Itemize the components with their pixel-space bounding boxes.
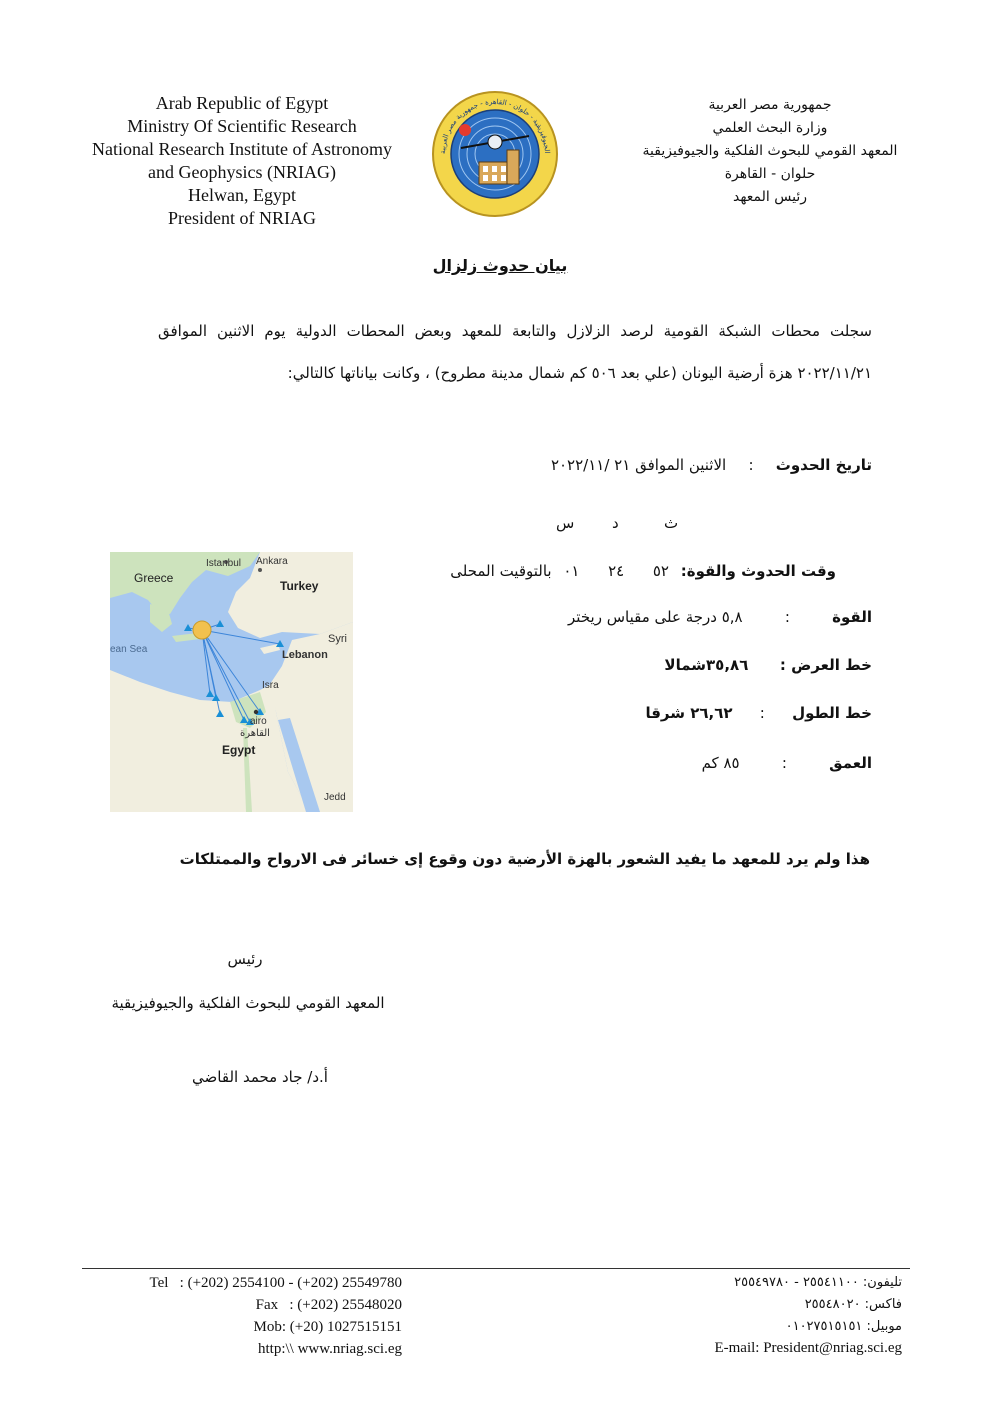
signature-institute: المعهد القومي للبحوث الفلكية والجيوفيزيقية [111, 994, 385, 1012]
nriag-seal [431, 90, 559, 218]
map-label-sea: ean Sea [110, 644, 148, 655]
map-label-turkey: Turkey [280, 579, 319, 593]
footer-tel: Tel : (+202) 2554100 - (+202) 25549780 [149, 1275, 402, 1291]
date-colon: : [748, 456, 754, 474]
time-unit-hours: س [556, 514, 575, 532]
depth-label: العمق [829, 754, 872, 772]
document-title: بيان حدوث زلزال [432, 256, 568, 275]
depth-colon: : [781, 754, 787, 772]
map-label-jeddah: Jedd [324, 792, 346, 803]
time-row [450, 562, 836, 580]
notice-text: هذا ولم يرد للمعهد ما يفيد الشعور بالهزة الأرضية دون وقوع إى خسائر فى الارواح والممتلكات [179, 850, 870, 868]
time-hours: ٠١ [563, 562, 580, 580]
time-minutes: ٢٤ [608, 562, 625, 580]
longitude-row [645, 704, 872, 722]
footer-ar-tel: تليفون: ٢٥٥٤١١٠٠ - ٢٥٥٤٩٧٨٠ [734, 1275, 902, 1290]
footer-fax: Fax : (+202) 25548020 [255, 1297, 402, 1313]
time-seconds: ٥٢ [652, 562, 669, 580]
map-label-ankara: Ankara [256, 556, 288, 567]
magnitude-colon: : [784, 608, 790, 626]
header-ar-line-2: وزارة البحث العلمي [712, 120, 828, 136]
header-arabic [590, 94, 950, 209]
footer-website[interactable]: http:\\ www.nriag.sci.eg [257, 1341, 402, 1357]
date-row [551, 456, 872, 474]
magnitude-row [568, 608, 872, 626]
longitude-colon: : [759, 704, 765, 722]
map-label-greece: Greece [134, 571, 174, 585]
date-value: الاثنين الموافق ٢١ /٢٠٢٢/١١ [550, 456, 727, 474]
header-en-line-3: National Research Institute of Astronomy [92, 139, 392, 159]
footer-divider [82, 1268, 910, 1269]
map-label-israel: Isra [262, 680, 279, 691]
header-ar-line-3: المعهد القومي للبحوث الفلكية والجيوفيزيقية [642, 143, 898, 159]
depth-row [702, 754, 872, 772]
epicenter-map [110, 552, 353, 812]
map-label-syria: Syri [328, 633, 347, 645]
header-ar-line-5: رئيس المعهد [733, 189, 807, 205]
header-en-line-4: and Geophysics (NRIAG) [148, 162, 336, 182]
map-label-cairo: airo [250, 716, 267, 727]
footer-email[interactable]: E-mail: President@nriag.sci.eg [714, 1340, 902, 1356]
latitude-row [664, 656, 872, 674]
time-unit-seconds: ث [664, 514, 679, 532]
longitude-label: خط الطول [792, 704, 872, 722]
header-en-line-2: Ministry Of Scientific Research [127, 116, 357, 136]
nriag-logo [431, 90, 559, 218]
footer-contacts-en [88, 1272, 402, 1360]
date-label: تاريخ الحدوث [775, 456, 872, 474]
header-en-line-1: Arab Republic of Egypt [155, 93, 329, 113]
signature-name: أ.د/ جاد محمد القاضي [192, 1068, 328, 1086]
footer-mobile: Mob: (+20) 1027515151 [253, 1319, 402, 1335]
longitude-value: ٢٦,٦٢ شرقا [645, 704, 733, 722]
footer-ar-mobile: موبيل: ٠١٠٢٧٥١٥١٥١ [785, 1319, 902, 1334]
logo-ring-text: الجيوفيزيقية - حلوان - القاهرة - جمهورية مصر العربية [438, 97, 552, 155]
time-unit-minutes: د [612, 514, 619, 532]
magnitude-value: ٥,٨ درجة على مقياس ريختر [568, 608, 743, 626]
map-label-egypt: Egypt [222, 743, 256, 757]
footer-ar-fax: فاكس: ٢٥٥٤٨٠٢٠ [804, 1297, 902, 1312]
header-en-line-6: President of NRIAG [168, 208, 316, 228]
signature-role: رئيس [227, 950, 263, 968]
depth-value: ٨٥ كم [701, 754, 740, 772]
time-label: وقت الحدوث والقوة: [680, 562, 836, 580]
latitude-label: خط العرض : [779, 656, 872, 674]
map-label-cairo-ar: القاهرة [240, 728, 270, 739]
header-ar-line-1: جمهورية مصر العربية [708, 97, 832, 113]
magnitude-label: القوة [832, 608, 872, 626]
latitude-value: ٣٥,٨٦شمالا [664, 656, 749, 674]
header-english [40, 92, 444, 230]
footer-contacts-ar [600, 1272, 902, 1338]
time-suffix: بالتوقيت المحلى [450, 562, 552, 580]
header-en-line-5: Helwan, Egypt [188, 185, 296, 205]
header-ar-line-4: حلوان - القاهرة [724, 166, 816, 182]
intro-paragraph: سجلت محطات الشبكة القومية لرصد الزلازل والتابعة للمعهد وبعض المحطات الدولية يوم الاثنين الموافق ٢٠٢٢/١١/٢١ هزة أرضية اليونان (علي بعد ٥٠٦ كم شمال مدينة مطروح) ، وكانت بياناتها كالتالي: [158, 322, 872, 382]
map-label-lebanon: Lebanon [282, 649, 328, 661]
map-label-istanbul: Istanbul [206, 558, 242, 569]
